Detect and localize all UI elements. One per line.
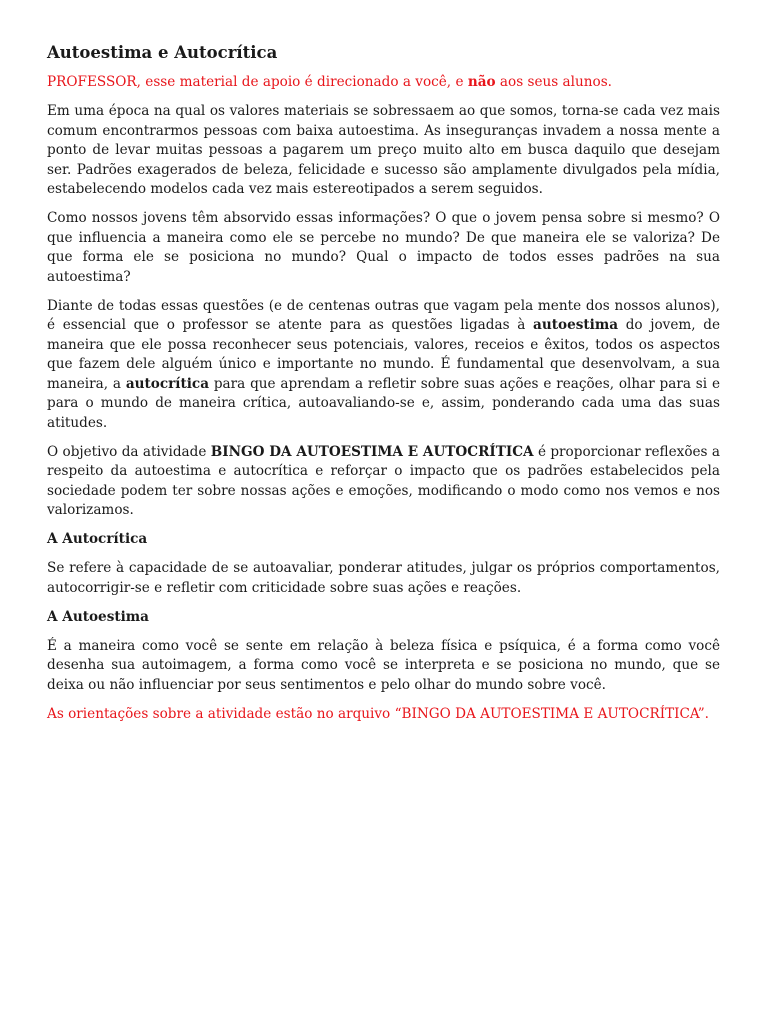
teacher-notice-emphasis: não xyxy=(467,74,496,90)
teacher-notice-text: PROFESSOR, esse material de apoio é direcionado a você, e xyxy=(47,74,468,90)
activity-name: BINGO DA AUTOESTIMA E AUTOCRÍTICA xyxy=(210,443,534,460)
teacher-guidance-paragraph xyxy=(47,297,720,434)
paragraph-text: é proporcionar reflexões a respeito da autoestima e autocrítica e reforçar o impacto que os padrões estabelecidos pela sociedade podem ter sobre nossas ações e emoções, modificando o modo como nos vemos e nos valorizamos. xyxy=(47,443,720,518)
paragraph-text: Diante de todas essas questões (e de centenas outras que vagam pela mente dos nossos alunos), é essencial que o professor se atente para as questões ligadas à xyxy=(47,297,720,333)
questions-paragraph: Como nossos jovens têm absorvido essas informações? O que o jovem pensa sobre si mesmo? O que influencia a maneira como ele se percebe no mundo? De que maneira ele se valoriza? De que forma ele se posiciona no mundo? Qual o impacto de todos esses padrões na sua autoestima? xyxy=(47,210,720,285)
document-page xyxy=(47,40,720,734)
teacher-notice xyxy=(47,73,720,93)
keyword-autoestima: autoestima xyxy=(533,317,619,333)
section-text-autocritica: Se refere à capacidade de se autoavaliar, ponderar atitudes, julgar os próprios comportamentos, autocorrigir-se e refletir com criticidade sobre suas ações e reações. xyxy=(47,560,720,596)
keyword-autocritica: autocrítica xyxy=(125,375,209,392)
teacher-notice-text-end: aos seus alunos. xyxy=(495,74,613,90)
paragraph-text: O objetivo da atividade xyxy=(47,443,211,460)
intro-paragraph: Em uma época na qual os valores materiais se sobressaem ao que somos, torna-se cada vez mais comum encontrarmos pessoas com baixa autoestima. As inseguranças invadem a nossa mente a ponto de levar muitas pessoas a pagarem um preço muito alto em busca daquilo que desejam ser. Padrões exagerados de beleza, felicidade e sucesso são amplamente divulgados pela mídia, estabelecendo modelos cada vez mais estereotipados a serem seguidos. xyxy=(47,103,720,197)
section-heading-autoestima: A Autoestima xyxy=(47,608,149,625)
objective-paragraph xyxy=(47,443,720,521)
section-heading-autocritica: A Autocrítica xyxy=(47,531,148,547)
activity-instructions-note: As orientações sobre a atividade estão no arquivo “BINGO DA AUTOESTIMA E AUTOCRÍTICA”. xyxy=(47,705,710,722)
page-title: Autoestima e Autocrítica xyxy=(47,43,278,62)
paragraph-text: para que aprendam a refletir sobre suas ações e reações, olhar para si e para o mundo de maneira crítica, autoavaliando-se e, assim, ponderando cada uma das suas atitudes. xyxy=(47,375,720,431)
paragraph-text: do jovem, de maneira que ele possa reconhecer seus potenciais, valores, receios e êxitos, todos os aspectos que fazem dele alguém único e importante no mundo. É fundamental que desenvolvam, a sua maneira, a xyxy=(47,317,720,392)
section-text-autoestima: É a maneira como você se sente em relação à beleza física e psíquica, é a forma como você desenha sua autoimagem, a forma como você se interpreta e se posiciona no mundo, que se deixa ou não influenciar por seus sentimentos e pelo olhar do mundo sobre você. xyxy=(47,637,720,693)
